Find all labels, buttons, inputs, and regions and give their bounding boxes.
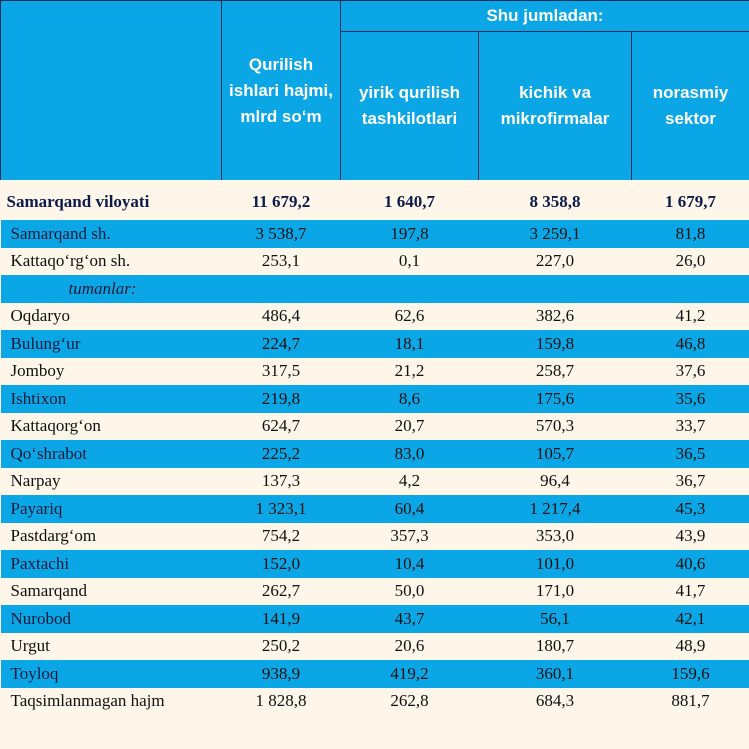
- cell-total-volume: 938,9: [222, 660, 341, 688]
- cell-informal: 35,6: [632, 385, 749, 413]
- cell-small-firms: 96,4: [540, 471, 570, 491]
- cell-total-volume: 224,7: [222, 330, 341, 358]
- cell-large-orgs: 60,4: [341, 495, 479, 523]
- cell-large-orgs: 357,3: [390, 526, 429, 546]
- cell-informal: 1 679,7: [632, 182, 749, 220]
- table-row: [1, 633, 749, 661]
- region-column-header: [1, 1, 222, 183]
- cell-small-firms: 360,1: [479, 660, 632, 688]
- table-row: [1, 358, 749, 386]
- cell-total-volume: 262,7: [261, 581, 301, 601]
- cell-small-firms: 101,0: [479, 550, 632, 578]
- cell-total-volume: 225,2: [222, 440, 341, 468]
- cell-small-firms: 56,1: [479, 605, 632, 633]
- row-name: Oqdaryo: [10, 306, 70, 326]
- row-name: Urgut: [10, 636, 50, 656]
- cell-informal: 81,8: [632, 220, 749, 248]
- cell-small-firms: 159,8: [479, 330, 632, 358]
- row-name: Narpay: [10, 471, 61, 491]
- row-name: Samarqand viloyati: [1, 182, 222, 220]
- cell-small-firms: 258,7: [535, 361, 575, 381]
- cell-informal: 42,1: [632, 605, 749, 633]
- table-row: [1, 413, 749, 441]
- small-microfirms-header: kichik va mikrofirmalar: [479, 32, 632, 183]
- cell-large-orgs: 419,2: [341, 660, 479, 688]
- row-name: Paxtachi: [1, 550, 222, 578]
- cell-total-volume: 141,9: [222, 605, 341, 633]
- large-organizations-header: yirik qurilish tashkilotlari: [341, 32, 479, 183]
- cell-informal: 36,7: [675, 471, 706, 491]
- cell-large-orgs: 20,6: [394, 636, 425, 656]
- table-row: [1, 468, 749, 496]
- table-row: [1, 523, 749, 551]
- cell-small-firms: 175,6: [479, 385, 632, 413]
- informal-sector-header: norasmiy sektor: [632, 32, 749, 183]
- table-row: [1, 605, 749, 633]
- table-row: [1, 330, 749, 358]
- row-name: Samarqand sh.: [1, 220, 222, 248]
- row-name: Nurobod: [1, 605, 222, 633]
- table-row: [1, 385, 749, 413]
- table-row: [1, 303, 749, 331]
- cell-total-volume: 317,5: [261, 361, 301, 381]
- row-name: Samarqand: [10, 581, 87, 601]
- cell-large-orgs: 43,7: [341, 605, 479, 633]
- row-name: Taqsimlanmagan hajm: [10, 691, 165, 711]
- cell-small-firms: 353,0: [535, 526, 575, 546]
- table-row: [1, 660, 749, 688]
- cell-total-volume: 253,1: [261, 251, 301, 271]
- cell-total-volume: 219,8: [222, 385, 341, 413]
- cell-total-volume: 1 828,8: [255, 691, 307, 711]
- row-name: Ishtixon: [1, 385, 222, 413]
- table-row: [1, 440, 749, 468]
- cell-large-orgs: 21,2: [394, 361, 425, 381]
- cell-large-orgs: 8,6: [341, 385, 479, 413]
- row-name: Bulung‘ur: [1, 330, 222, 358]
- table-row: [1, 688, 749, 716]
- cell-informal: 36,5: [632, 440, 749, 468]
- cell-small-firms: 382,6: [535, 306, 575, 326]
- cell-large-orgs: 20,7: [394, 416, 425, 436]
- districts-subheading-row: [1, 275, 749, 303]
- cell-large-orgs: 0,1: [398, 251, 421, 271]
- including-group-header: Shu jumladan:: [341, 1, 749, 32]
- row-name: Qo‘shrabot: [1, 440, 222, 468]
- cell-total-volume: 137,3: [261, 471, 301, 491]
- cell-small-firms: 684,3: [535, 691, 575, 711]
- cell-total-volume: 3 538,7: [222, 220, 341, 248]
- cell-small-firms: 105,7: [479, 440, 632, 468]
- cell-total-volume: 624,7: [261, 416, 301, 436]
- cell-large-orgs: 1 640,7: [341, 182, 479, 220]
- district-rows: [1, 303, 749, 716]
- row-name: Jomboy: [10, 361, 65, 381]
- table-row: [1, 495, 749, 523]
- cell-small-firms: 570,3: [535, 416, 575, 436]
- cell-total-volume: 754,2: [261, 526, 301, 546]
- cell-total-volume: 1 323,1: [222, 495, 341, 523]
- table-row: [1, 550, 749, 578]
- cell-small-firms: 180,7: [535, 636, 575, 656]
- cell-informal: 37,6: [675, 361, 706, 381]
- cell-informal: 40,6: [632, 550, 749, 578]
- cell-large-orgs: 4,2: [398, 471, 421, 491]
- cell-total-volume: 11 679,2: [222, 182, 341, 220]
- cell-large-orgs: 197,8: [341, 220, 479, 248]
- cell-large-orgs: 262,8: [390, 691, 429, 711]
- cell-informal: 46,8: [632, 330, 749, 358]
- row-name: Pastdarg‘om: [10, 526, 97, 546]
- row-name: Kattaqorg‘on: [10, 416, 101, 436]
- row-name: Kattaqo‘rg‘on sh.: [10, 251, 131, 271]
- cell-large-orgs: 83,0: [341, 440, 479, 468]
- cell-informal: 33,7: [675, 416, 706, 436]
- cell-informal: 45,3: [632, 495, 749, 523]
- table-row: [1, 248, 749, 276]
- total-volume-header: Qurilish ishlari hajmi, mlrd so‘m: [222, 1, 341, 183]
- cell-informal: 159,6: [632, 660, 749, 688]
- cell-informal: 48,9: [675, 636, 706, 656]
- cell-small-firms: 3 259,1: [479, 220, 632, 248]
- table-row: [1, 220, 749, 248]
- cell-informal: 41,2: [675, 306, 706, 326]
- row-name: Toyloq: [1, 660, 222, 688]
- cell-informal: 43,9: [675, 526, 706, 546]
- cell-small-firms: 227,0: [535, 251, 575, 271]
- districts-subheading: tumanlar:: [1, 275, 749, 303]
- cell-large-orgs: 62,6: [394, 306, 425, 326]
- cell-large-orgs: 10,4: [341, 550, 479, 578]
- cell-large-orgs: 18,1: [341, 330, 479, 358]
- total-row: [1, 182, 749, 220]
- cell-informal: 41,7: [675, 581, 706, 601]
- cell-small-firms: 1 217,4: [479, 495, 632, 523]
- cell-small-firms: 171,0: [535, 581, 575, 601]
- cell-total-volume: 152,0: [222, 550, 341, 578]
- cell-total-volume: 486,4: [261, 306, 301, 326]
- row-name: Payariq: [1, 495, 222, 523]
- cell-informal: 26,0: [675, 251, 706, 271]
- table-row: [1, 578, 749, 606]
- cell-informal: 881,7: [671, 691, 710, 711]
- cell-total-volume: 250,2: [261, 636, 301, 656]
- cell-small-firms: 8 358,8: [479, 182, 632, 220]
- cell-large-orgs: 50,0: [394, 581, 425, 601]
